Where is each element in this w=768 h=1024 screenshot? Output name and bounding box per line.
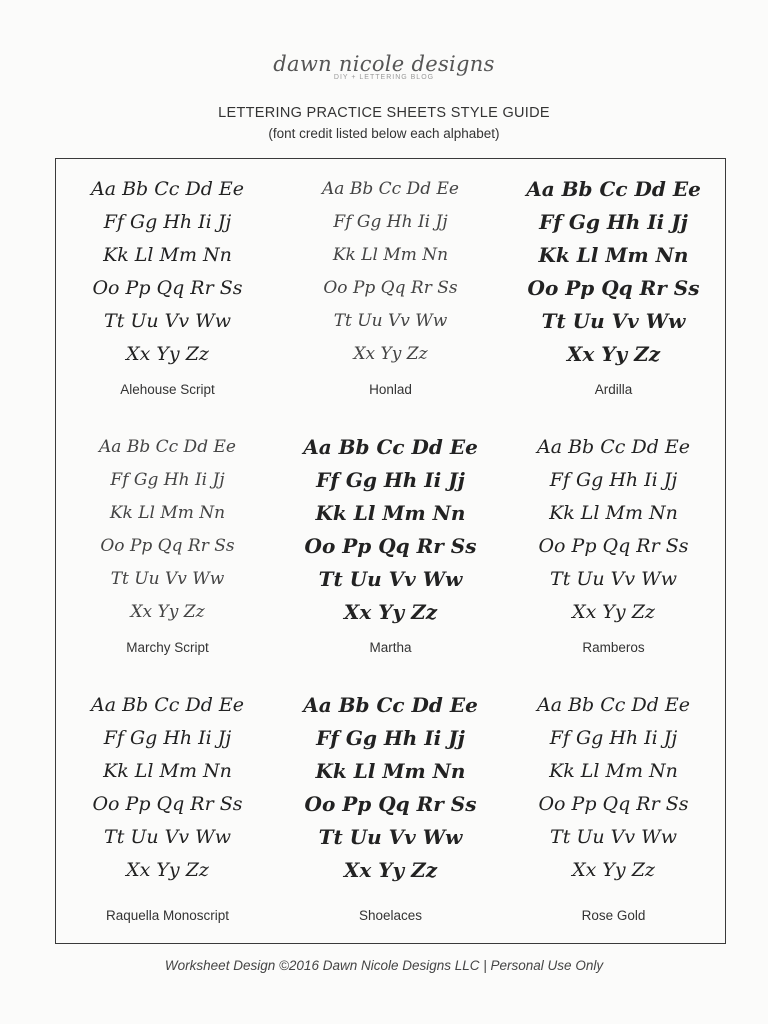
font-name-label: Shoelaces [358,908,423,923]
alphabet-row: Aa Bb Cc Dd Ee [303,435,478,459]
alphabet-row: Aa Bb Cc Dd Ee [303,693,478,717]
alphabet-row: Kk Ll Mm Nn [103,244,232,266]
alphabet-row: Ff Gg Hh Ii Jj [333,212,448,232]
page-title: LETTERING PRACTICE SHEETS STYLE GUIDE [218,105,550,121]
alphabet-row: Aa Bb Cc Dd Ee [536,694,691,716]
alphabet-row: Kk Ll Mm Nn [315,759,466,783]
alphabet-row: Tt Uu Vv Ww [318,567,463,591]
alphabet-row: Xx Yy Zz [126,343,209,365]
font-name-label: Raquella Monoscript [105,908,230,923]
alphabet-cell [56,417,279,675]
alphabet-row: Oo Pp Qq Rr Ss [304,534,477,558]
alphabet-row: Kk Ll Mm Nn [332,245,449,265]
alphabet-row: Xx Yy Zz [343,858,438,882]
alphabet-row: Tt Uu Vv Ww [110,569,225,589]
font-name-label: Honlad [369,382,412,397]
alphabet-row: Xx Yy Zz [572,601,655,623]
alphabet-row: Oo Pp Qq Rr Ss [92,277,243,299]
brand-logo [0,52,768,81]
alphabet-row: Ff Gg Hh Ii Jj [103,211,232,233]
alphabet-row: Ff Gg Hh Ii Jj [316,468,465,492]
alphabet-row: Kk Ll Mm Nn [538,243,689,267]
alphabet-grid [56,159,725,943]
alphabet-cell [56,159,279,417]
alphabet-row: Oo Pp Qq Rr Ss [538,535,689,557]
alphabet-sample [56,689,279,887]
alphabet-row: Kk Ll Mm Nn [549,760,678,782]
alphabet-row: Ff Gg Hh Ii Jj [110,470,225,490]
alphabet-sample [502,173,725,371]
alphabet-row: Tt Uu Vv Ww [104,310,231,332]
alphabet-row: Xx Yy Zz [343,600,438,624]
alphabet-row: Ff Gg Hh Ii Jj [549,469,678,491]
brand-tagline: DIY + LETTERING BLOG [333,74,435,81]
alphabet-row: Tt Uu Vv Ww [550,568,677,590]
alphabet-cell [502,675,725,943]
alphabet-row: Xx Yy Zz [566,342,661,366]
footer-credit: Worksheet Design ©2016 Dawn Nicole Designs LLC | Personal Use Only [164,958,604,973]
alphabet-row: Ff Gg Hh Ii Jj [316,726,465,750]
alphabet-sample [279,689,502,887]
alphabet-row: Ff Gg Hh Ii Jj [549,727,678,749]
alphabet-cell [279,417,502,675]
alphabet-cell [279,159,502,417]
alphabet-row: Kk Ll Mm Nn [109,503,226,523]
brand-name: dawn nicole designs [273,52,495,76]
alphabet-row: Aa Bb Cc Dd Ee [90,178,245,200]
alphabet-row: Tt Uu Vv Ww [333,311,448,331]
alphabet-row: Xx Yy Zz [353,344,428,364]
alphabet-cell [279,675,502,943]
alphabet-sample [502,431,725,629]
alphabet-sample [279,431,502,629]
alphabet-grid-frame [55,158,726,944]
font-name-label: Ramberos [582,640,645,655]
font-name-label: Martha [369,640,412,655]
alphabet-row: Aa Bb Cc Dd Ee [99,437,236,457]
alphabet-row: Xx Yy Zz [572,859,655,881]
alphabet-row: Kk Ll Mm Nn [549,502,678,524]
alphabet-row: Oo Pp Qq Rr Ss [323,278,458,298]
alphabet-row: Tt Uu Vv Ww [550,826,677,848]
alphabet-row: Xx Yy Zz [126,859,209,881]
alphabet-row: Tt Uu Vv Ww [318,825,463,849]
alphabet-row: Kk Ll Mm Nn [315,501,466,525]
alphabet-row: Oo Pp Qq Rr Ss [100,536,235,556]
alphabet-row: Aa Bb Cc Dd Ee [322,179,459,199]
page-subtitle: (font credit listed below each alphabet) [268,126,500,141]
alphabet-row: Ff Gg Hh Ii Jj [103,727,232,749]
alphabet-cell [502,159,725,417]
alphabet-sample [279,173,502,371]
alphabet-row: Oo Pp Qq Rr Ss [538,793,689,815]
alphabet-sample [56,431,279,629]
alphabet-row: Aa Bb Cc Dd Ee [536,436,691,458]
alphabet-sample [56,173,279,371]
alphabet-row: Aa Bb Cc Dd Ee [526,177,701,201]
font-name-label: Marchy Script [126,640,209,655]
font-name-label: Rose Gold [581,908,646,923]
alphabet-row: Tt Uu Vv Ww [541,309,686,333]
font-name-label: Alehouse Script [120,382,215,397]
alphabet-cell [56,675,279,943]
alphabet-row: Oo Pp Qq Rr Ss [527,276,700,300]
alphabet-row: Tt Uu Vv Ww [104,826,231,848]
alphabet-cell [502,417,725,675]
alphabet-row: Oo Pp Qq Rr Ss [304,792,477,816]
alphabet-row: Aa Bb Cc Dd Ee [90,694,245,716]
alphabet-row: Xx Yy Zz [130,602,205,622]
alphabet-sample [502,689,725,887]
alphabet-row: Ff Gg Hh Ii Jj [539,210,688,234]
alphabet-row: Kk Ll Mm Nn [103,760,232,782]
font-name-label: Ardilla [594,382,633,397]
alphabet-row: Oo Pp Qq Rr Ss [92,793,243,815]
